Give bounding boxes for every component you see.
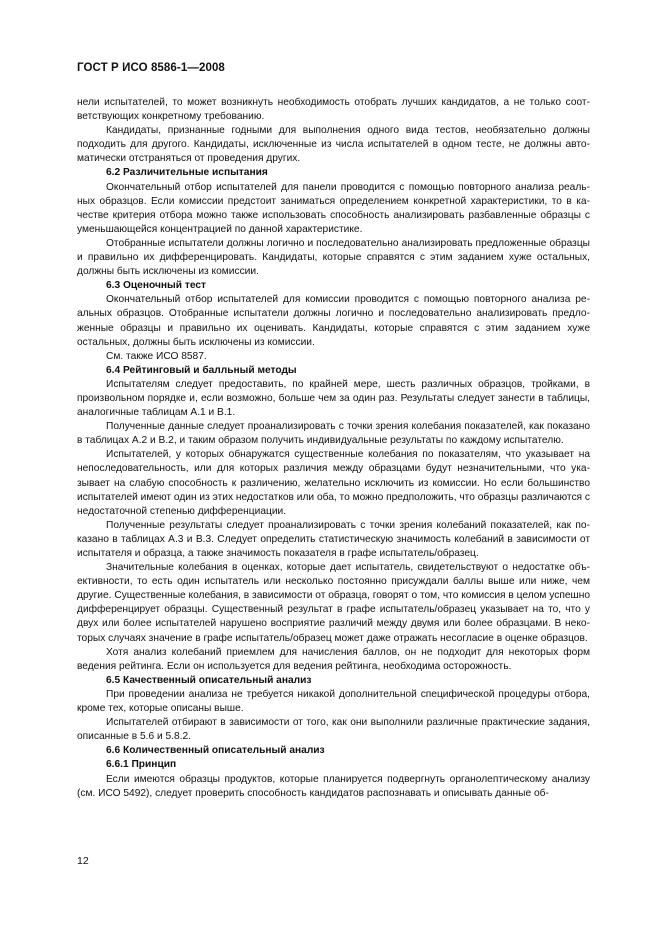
paragraph: Если имеются образцы продуктов, которые планируется подвергнуть органолептическому анализу (см. ИСО 5492), следует проверить способность кандидатов распознавать и описывать данные об- — [77, 773, 590, 799]
paragraph: Испытателей, у которых обнаружатся существенные колебания по показателям, что указывает на непоследовательность, или для которых различия между образцами будут незначительными, что указывает на слабую способность к различению, желательно исключить из комиссии. Но если большинство испытателей имеют один из этих недостатков или оба, то можно предположить, что образцы различаются с недостаточной степенью дифференциации. — [77, 449, 590, 517]
section-heading: 6.6.1 Принцип — [106, 759, 177, 771]
section-heading: 6.2 Различительные испытания — [106, 167, 268, 179]
paragraph: Хотя анализ колебаний приемлем для начисления баллов, он не подходит для некоторых форм ведения рейтинга. Если он используется для ведения рейтинга, необходима осторожность. — [77, 646, 590, 672]
paragraph: Окончательный отбор испытателей для панели проводится с помощью повторного анализа реальных образцов. Если комиссии предстоит заниматься определением конкретной характеристики, то в качестве критерия отбора можно также использовать способность анализировать разбавленные образцы с уменьшающейся концентрацией по данной характеристике. — [77, 181, 590, 235]
section-heading: 6.6 Количественный описательный анализ — [106, 745, 325, 757]
document-header: ГОСТ Р ИСО 8586-1—2008 — [77, 62, 225, 74]
paragraph: См. также ИСО 8587. — [106, 350, 207, 362]
paragraph: Испытателей отбирают в зависимости от того, как они выполнили различные практические задания, описанные в 5.6 и 5.8.2. — [77, 717, 590, 743]
paragraph: Полученные данные следует проанализировать с точки зрения колебания показателей, как показано в таблицах А.2 и В.2, и таким образом получить индивидуальные результаты по каждому испытателю. — [77, 421, 590, 447]
section-heading: 6.4 Рейтинговый и балльный методы — [106, 364, 297, 376]
paragraph: Кандидаты, признанные годными для выполнения одного вида тестов, необязательно должны подходить для другого. Кандидаты, исключенные из числа испытателей в одном тесте, не должны автоматически отстраняться от проведения других. — [77, 125, 590, 165]
paragraph: Значительные колебания в оценках, которые дает испытатель, свидетельствуют о недостатке объективности, то есть один испытатель или несколько постоянно присуждали баллы выше или ниже, чем другие. Существенные колебания, в зависимости от образца, говорят о том, что комиссия в целом успешно дифференцирует образцы. Существенный результат в графе испытатель/образец указывает на то, что у двух или более испытателей нарушено восприятие различий между двумя или более образцами. В некоторых случаях значение в графе испытатель/образец может даже отражать несогласие в оценке образцов. — [77, 562, 590, 644]
paragraph: Полученные результаты следует проанализировать с точки зрения колебаний показателей, как показано в таблицах А.3 и В.3. Следует определить статистическую значимость колебаний в зависимости от испытателя и образца, а также значимость показателя в графе испытатель/образец. — [77, 519, 590, 559]
document-body — [77, 96, 590, 801]
paragraph: Испытателям следует предоставить, по крайней мере, шесть различных образцов, тройками, в произвольном порядке и, если возможно, больше чем за один раз. Результаты следует занести в таблицы, аналогичные таблицам А.1 и В.1. — [77, 378, 590, 419]
paragraph: Окончательный отбор испытателей для комиссии проводится с помощью повторного анализа реальных образцов. Отобранные испытатели должны логично и последовательно анализировать предложенные образцы и правильно их оценивать. Кандидаты, которые справятся с этим заданием хуже остальных, должны быть исключены из комиссии. — [77, 294, 590, 348]
paragraph: нели испытателей, то может возникнуть необходимость отобрать лучших кандидатов, а не только соответствующих конкретному требованию. — [77, 97, 590, 123]
section-heading: 6.3 Оценочный тест — [106, 280, 207, 292]
paragraph: При проведении анализа не требуется никакой дополнительной специфической процедуры отбора, кроме тех, которые описаны выше. — [77, 688, 590, 715]
section-heading: 6.5 Качественный описательный анализ — [106, 674, 312, 686]
page-number: 12 — [77, 855, 89, 867]
paragraph: Отобранные испытатели должны логично и последовательно анализировать предложенные образцы и правильно их дифференцировать. Кандидаты, которые справятся с этим заданием хуже остальных, должны быть исключены из комиссии. — [77, 237, 590, 278]
